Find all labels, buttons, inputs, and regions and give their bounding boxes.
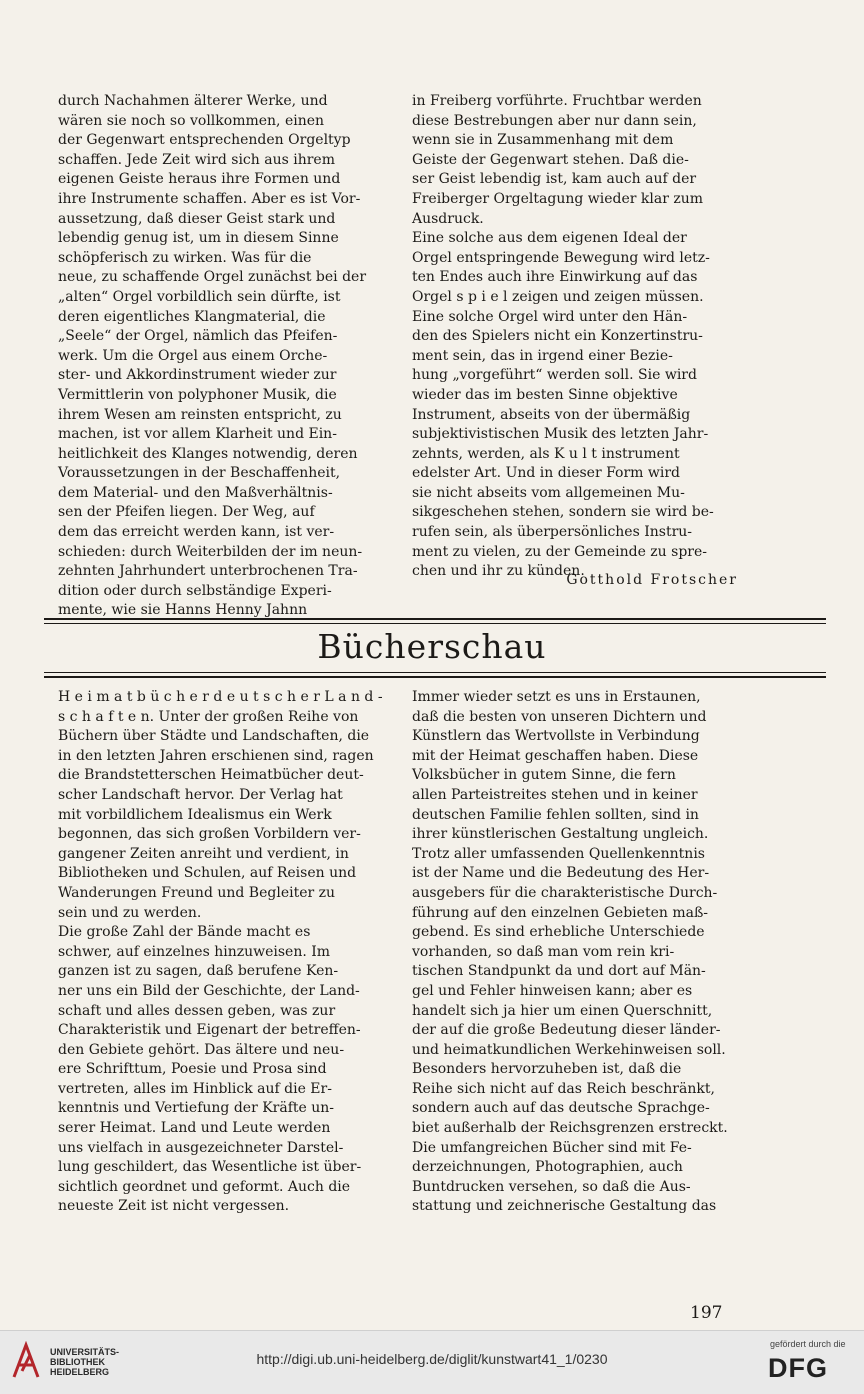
text-line: biet außerhalb der Reichsgrenzen erstreckt. (412, 1120, 728, 1137)
page-number: 197 (690, 1303, 723, 1323)
text-line: mente, wie sie Hanns Henny Jahnn (58, 602, 308, 619)
text-line: ser Geist lebendig ist, kam auch auf der (412, 171, 697, 188)
author-signature: Gotthold Frotscher (566, 572, 738, 588)
funding-caption: gefördert durch die (770, 1339, 846, 1349)
text-line: rufen sein, als überpersönliches Instru- (412, 524, 693, 541)
text-line: durch Nachahmen älterer Werke, und (58, 93, 328, 109)
text-line: ment zu vielen, zu der Gemeinde zu spre- (412, 543, 707, 560)
text-line: dem Material- und den Maßverhältnis- (58, 484, 333, 501)
text-line: Instrument, abseits von der übermäßig (412, 406, 691, 423)
text-line: wären sie noch so vollkommen, einen (58, 112, 325, 129)
text-line: derzeichnungen, Photographien, auch (412, 1159, 683, 1176)
text-line: heitlichkeit des Klanges notwendig, deren (58, 445, 358, 462)
text-line: vertreten, alles im Hinblick auf die Er- (58, 1080, 332, 1097)
text-line: in Freiberg vorführte. Fruchtbar werden (412, 93, 702, 109)
text-line: edelster Art. Und in dieser Form wird (412, 465, 680, 482)
text-line: den des Spielers nicht ein Konzertinstru- (412, 328, 703, 345)
text-line: aussetzung, daß dieser Geist stark und (58, 210, 336, 227)
text-line: zehnts, werden, als K u l t instrument (412, 445, 680, 462)
text-line: dition oder durch selbständige Experi- (58, 582, 332, 599)
text-line: sen der Pfeifen liegen. Der Weg, auf (58, 504, 315, 521)
text-line: scher Landschaft hervor. Der Verlag hat (58, 786, 343, 803)
text-line: wieder das im besten Sinne objektive (412, 386, 678, 403)
text-line: uns vielfach in ausgezeichneter Darstel- (58, 1139, 344, 1156)
heading-rule-bottom (44, 676, 826, 678)
text-line: tischen Standpunkt da und dort auf Män- (412, 963, 706, 980)
text-line: „Seele“ der Orgel, nämlich das Pfeifen- (58, 328, 338, 345)
text-line: schaffen. Jede Zeit wird sich aus ihrem (58, 151, 335, 168)
text-line: ner uns ein Bild der Geschichte, der Land- (58, 982, 360, 999)
text-line: ihrer künstlerischen Gestaltung ungleich. (412, 826, 709, 843)
text-line: schwer, auf einzelnes hinzuweisen. Im (58, 943, 331, 960)
text-line: Orgel s p i e l zeigen und zeigen müssen. (412, 288, 704, 305)
text-line: die Brandstetterschen Heimatbücher deut- (58, 767, 364, 784)
text-line: Künstlern das Wertvollste in Verbindung (412, 728, 700, 745)
text-line: der auf die große Bedeutung dieser länder- (412, 1022, 721, 1039)
text-line: ihrem Wesen am reinsten entspricht, zu (58, 406, 342, 423)
text-line: handelt sich ja hier um einen Querschnitt, (412, 1002, 713, 1019)
text-line: vorhanden, so daß man vom rein kri- (412, 943, 675, 960)
text-line: Trotz aller umfassenden Quellenkenntnis (412, 845, 705, 862)
text-line: Orgel entspringende Bewegung wird letz- (412, 249, 710, 266)
text-line: Immer wieder setzt es uns in Erstaunen, (412, 689, 701, 705)
text-line: chen und ihr zu künden. (412, 563, 585, 580)
text-line: sichtlich geordnet und geformt. Auch die (58, 1178, 351, 1195)
text-line: gel und Fehler hinweisen kann; aber es (412, 982, 693, 999)
text-line: kenntnis und Vertiefung der Kräfte un- (58, 1100, 335, 1117)
text-line: Die große Zahl der Bände macht es (58, 924, 311, 941)
text-line: ment sein, das in irgend einer Bezie- (412, 347, 673, 364)
text-line: in den letzten Jahren erschienen sind, ragen (58, 747, 374, 764)
heading-rule-top-thin (44, 623, 826, 624)
text-line: Reihe sich nicht auf das Reich beschränkt, (412, 1080, 715, 1097)
text-line: ganzen ist zu sagen, daß berufene Ken- (58, 963, 339, 980)
text-line: sie nicht abseits vom allgemeinen Mu- (412, 484, 685, 501)
text-line: lebendig genug ist, um in diesem Sinne (58, 230, 339, 247)
text-line: mit vorbildlichem Idealismus ein Werk (58, 806, 332, 823)
text-line: Geiste der Gegenwart stehen. Daß die- (412, 151, 689, 168)
text-line: Besonders hervorzuheben ist, daß die (412, 1061, 682, 1078)
text-line: und heimatkundlichen Werkehinweisen soll. (412, 1041, 726, 1058)
text-line: dem das erreicht werden kann, ist ver- (58, 524, 335, 541)
text-line: deutschen Familie fehlen sollten, sind in (412, 806, 699, 823)
text-line: s c h a f t e n. Unter der großen Reihe von (58, 708, 359, 725)
text-line: mit der Heimat geschaffen haben. Diese (412, 747, 699, 764)
review-column-right (412, 688, 738, 1217)
text-line: schaft und alles dessen geben, was zur (58, 1002, 336, 1019)
text-line: Bibliotheken und Schulen, auf Reisen und (58, 865, 357, 882)
text-line: Voraussetzungen in der Beschaffenheit, (58, 465, 341, 482)
text-line: ten Endes auch ihre Einwirkung auf das (412, 269, 698, 286)
dfg-logo: DFG (768, 1353, 828, 1383)
text-line: sein und zu werden. (58, 904, 202, 921)
text-line: „alten“ Orgel vorbildlich sein dürfte, ist (58, 288, 341, 305)
heading-rule-bottom-thin (44, 672, 826, 673)
text-line: eigenen Geiste heraus ihre Formen und (58, 171, 341, 188)
section-heading: Bücherschau (317, 627, 547, 666)
article-column-right (412, 92, 738, 582)
text-line: daß die besten von unseren Dichtern und (412, 708, 707, 725)
text-line: begonnen, das sich großen Vorbildern ver- (58, 826, 361, 843)
text-line: der Gegenwart entsprechenden Orgeltyp (58, 132, 351, 149)
text-line: diese Bestrebungen aber nur dann sein, (412, 112, 697, 129)
text-line: allen Parteistreites stehen und in keiner (412, 786, 698, 803)
text-line: schieden: durch Weiterbilden der im neun- (58, 543, 363, 560)
digitization-footer (0, 1330, 864, 1394)
text-line: machen, ist vor allem Klarheit und Ein- (58, 426, 337, 443)
text-line: führung auf den einzelnen Gebieten maß- (412, 904, 709, 921)
text-line: Eine solche Orgel wird unter den Hän- (412, 308, 688, 325)
text-line: Vermittlerin von polyphoner Musik, die (58, 386, 337, 403)
text-line: hung „vorgeführt“ werden soll. Sie wird (412, 367, 697, 384)
text-line: wenn sie in Zusammenhang mit dem (412, 132, 674, 149)
text-line: ihre Instrumente schaffen. Aber es ist Vor- (58, 190, 361, 207)
source-url-link[interactable]: http://digi.ub.uni-heidelberg.de/diglit/kunstwart41_1/0230 (256, 1351, 608, 1367)
review-column-left (58, 688, 384, 1217)
text-line: Die umfangreichen Bücher sind mit Fe- (412, 1139, 692, 1156)
text-line: Volksbücher in gutem Sinne, die fern (412, 767, 676, 784)
text-line: gebend. Es sind erhebliche Unterschiede (412, 924, 705, 941)
text-line: gangener Zeiten anreiht und verdient, in (58, 845, 349, 862)
text-line: neue, zu schaffende Orgel zunächst bei der (58, 269, 367, 286)
text-line: zehnten Jahrhundert unterbrochenen Tra- (58, 563, 358, 580)
text-line: Buntdrucken versehen, so daß die Aus- (412, 1178, 691, 1195)
article-column-left (58, 92, 384, 621)
text-line: ist der Name und die Bedeutung des Her- (412, 865, 710, 882)
text-line: sikgeschehen stehen, sondern sie wird be- (412, 504, 714, 521)
text-line: neueste Zeit ist nicht vergessen. (58, 1198, 290, 1215)
text-line: Charakteristik und Eigenart der betreffen- (58, 1022, 361, 1039)
text-line: serer Heimat. Land und Leute werden (58, 1120, 331, 1137)
text-line: schöpferisch zu wirken. Was für die (58, 249, 312, 266)
text-line: lung geschildert, das Wesentliche ist über- (58, 1159, 362, 1176)
text-line: Büchern über Städte und Landschaften, die (58, 728, 370, 745)
heading-rule-top (44, 618, 826, 620)
text-line: deren eigentliches Klangmaterial, die (58, 308, 326, 325)
text-line: subjektivistischen Musik des letzten Jahr- (412, 426, 709, 443)
text-line: Wanderungen Freund und Begleiter zu (58, 884, 336, 901)
text-line: ausgebers für die charakteristische Durch- (412, 884, 718, 901)
text-line: sondern auch auf das deutsche Sprachge- (412, 1100, 710, 1117)
library-name: UNIVERSITÄTS- BIBLIOTHEK HEIDELBERG (50, 1347, 120, 1377)
text-line: werk. Um die Orgel aus einem Orche- (58, 347, 328, 364)
text-line: ster- und Akkordinstrument wieder zur (58, 367, 337, 384)
text-line: Freiberger Orgeltagung wieder klar zum (412, 190, 704, 207)
text-line: ere Schrifttum, Poesie und Prosa sind (58, 1061, 327, 1078)
text-line: stattung und zeichnerische Gestaltung das (412, 1198, 717, 1215)
text-line: H e i m a t b ü c h e r d e u t s c h e r L a n d - (58, 689, 383, 705)
text-line: Ausdruck. (412, 210, 484, 227)
text-line: den Gebiete gehört. Das ältere und neu- (58, 1041, 345, 1058)
text-line: Eine solche aus dem eigenen Ideal der (412, 230, 687, 247)
